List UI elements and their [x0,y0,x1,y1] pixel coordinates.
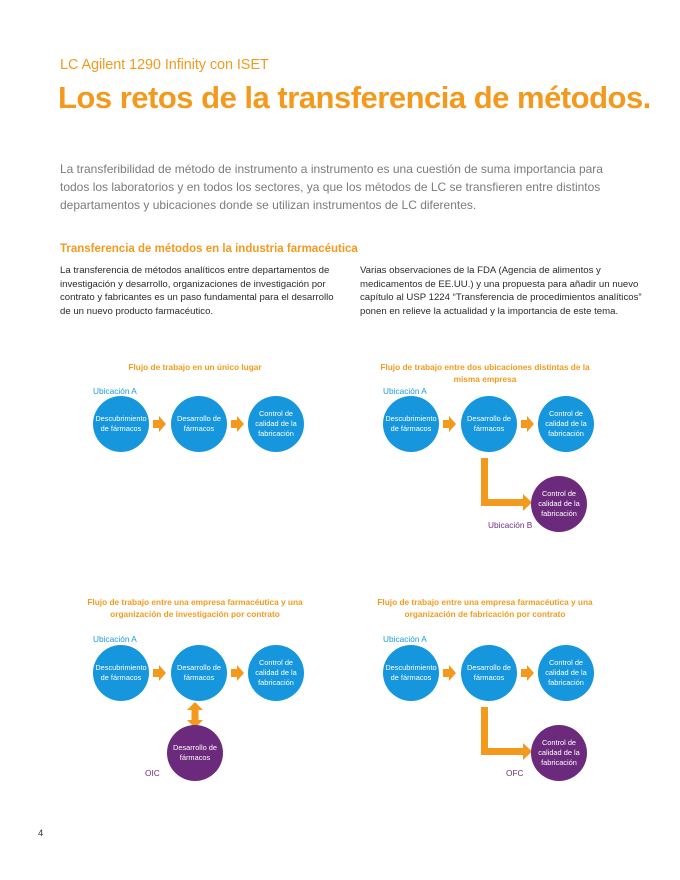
node-drug-development: Desarrollo de fármacos [461,645,517,701]
arrow-right-icon [521,665,534,681]
node-drug-development-cro: Desarrollo de fármacos [167,725,223,781]
workflow-diagram-two-sites [335,358,635,568]
location-b-label: Ubicación B [488,520,533,530]
flow-arrows [335,358,635,568]
cro-label: OIC [145,768,160,778]
arrow-right-icon [231,665,244,681]
node-manufacturing-qc: Control de calidad de la fabricación [248,396,304,452]
arrow-right-icon [443,416,456,432]
cmo-label: OFC [506,768,524,778]
flow-arrows [45,358,345,568]
diagram-title-line2: organización de investigación por contrato [110,609,280,619]
arrow-right-icon [153,416,166,432]
diagram-title-line2: misma empresa [453,374,517,384]
workflow-diagram-single-site [45,358,345,568]
diagram-title-line1: Flujo de trabajo entre una empresa farmacéutica y una [87,597,303,607]
diagram-title-line1: Flujo de trabajo entre dos ubicaciones distintas de la [380,362,590,372]
node-manufacturing-qc: Control de calidad de la fabricación [538,396,594,452]
flow-arrows [335,596,635,806]
node-manufacturing-qc: Control de calidad de la fabricación [248,645,304,701]
diagram-title-line2: organización de fabricación por contrato [404,609,566,619]
location-a-label: Ubicación A [383,634,427,644]
node-drug-development: Desarrollo de fármacos [171,645,227,701]
workflow-diagram-cmo [335,596,635,806]
page-number: 4 [38,828,44,839]
arrow-right-icon [521,416,534,432]
node-drug-development: Desarrollo de fármacos [461,396,517,452]
node-manufacturing-qc-cmo: Control de calidad de la fabricación [531,725,587,781]
node-manufacturing-qc: Control de calidad de la fabricación [538,645,594,701]
workflow-diagram-cro [45,596,345,806]
node-drug-discovery: Descubrimiento de fármacos [93,396,149,452]
body-column-left: La transferencia de métodos analíticos entre departamentos de investigación y desarrollo, organizaciones de investigación por contrato y fabricantes es un paso fundamental para el desarrollo de un nuevo producto farmacéutico. [60,265,334,317]
intro-paragraph: La transferibilidad de método de instrumento a instrumento es una cuestión de suma importancia para todos los laboratorios y en todos los sectores, ya que los métodos de LC se transfieren entre distintos departamentos y ubicaciones donde se utilizan instrumentos de LC diferentes. [60,162,603,212]
arrow-right-icon [231,416,244,432]
location-a-label: Ubicación A [93,386,137,396]
node-drug-discovery: Descubrimiento de fármacos [383,396,439,452]
node-drug-discovery: Descubrimiento de fármacos [383,645,439,701]
diagram-title: Flujo de trabajo en un único lugar [128,362,262,372]
arrow-right-icon [443,665,456,681]
page-title: Los retos de la transferencia de métodos. [58,80,651,115]
node-drug-development: Desarrollo de fármacos [171,396,227,452]
location-a-label: Ubicación A [93,634,137,644]
body-column-right: Varias observaciones de la FDA (Agencia de alimentos y medicamentos de EE.UU.) y una propuesta para añadir un nuevo capítulo al USP 1224 “Transferencia de procedimientos analíticos” ponen en relieve la actualidad y la importancia de este tema. [360,265,642,317]
elbow-arrow-icon [481,707,532,760]
arrow-right-icon [153,665,166,681]
diagram-title-line1: Flujo de trabajo entre una empresa farmacéutica y una [377,597,593,607]
elbow-arrow-icon [481,458,532,511]
section-heading: Transferencia de métodos en la industria farmacéutica [60,243,358,255]
node-manufacturing-qc-site-b: Control de calidad de la fabricación [531,476,587,532]
node-drug-discovery: Descubrimiento de fármacos [93,645,149,701]
location-a-label: Ubicación A [383,386,427,396]
document-supertitle: LC Agilent 1290 Infinity con ISET [60,57,269,73]
